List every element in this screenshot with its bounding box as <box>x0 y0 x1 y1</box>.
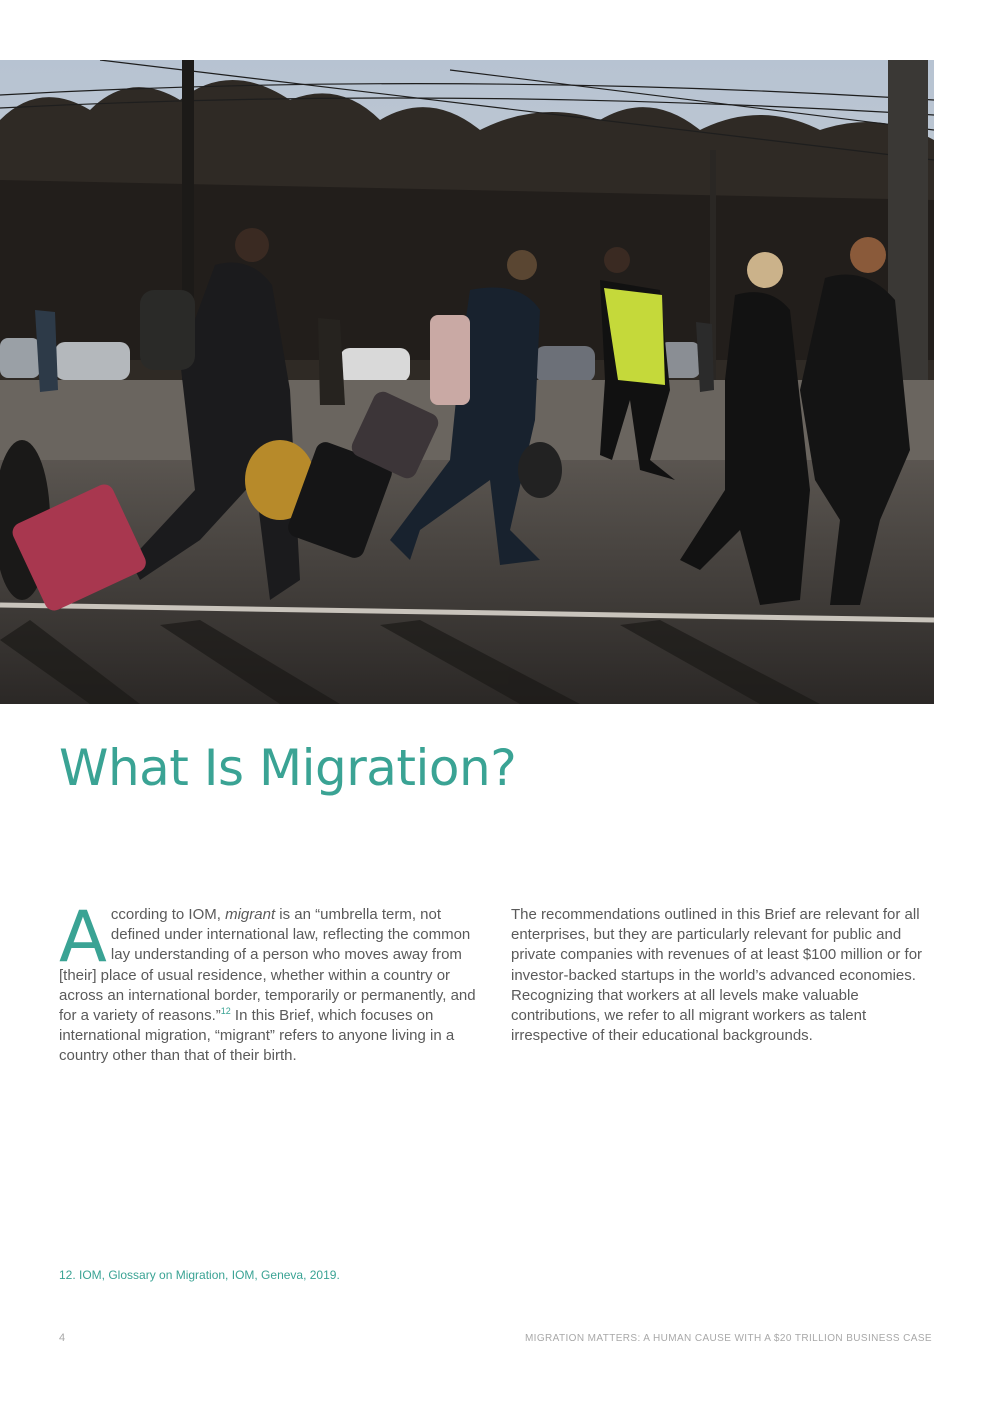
footnote: 12. IOM, Glossary on Migration, IOM, Geneva, 2019. <box>59 1268 340 1282</box>
intro-text: ccording to IOM, <box>110 906 226 923</box>
hero-photo <box>0 60 934 704</box>
right-column-text: The recommendations outlined in this Brief are relevant for all enterprises, but they are particularly relevant for public and private companies with revenues of at least $100 million or for investor-backed startups in the world’s advanced economies. Recognizing that workers at all levels make valuable contributions, we refer to all migrant workers as talent irrespective of their educational backgrounds. <box>511 906 923 1045</box>
definition-text: is an “umbrella term, not defined under international law, reflecting the common lay understanding of a person who moves away from [their] place of usual residence, whether within a country or across an international border, temporarily or permanently, and for a variety of reasons.” <box>59 906 476 1025</box>
scope-text: In this Brief, which focuses on international migration, “migrant” refers to anyone living in a country other than that of their birth. <box>59 1007 455 1065</box>
page-number: 4 <box>59 1332 66 1344</box>
running-footer: MIGRATION MATTERS: A HUMAN CAUSE WITH A $20 TRILLION BUSINESS CASE <box>524 1333 932 1344</box>
term-migrant: migrant <box>225 906 276 923</box>
drop-cap: A <box>59 896 107 978</box>
left-column-text <box>59 896 481 1067</box>
page-title: What Is Migration? <box>59 739 517 797</box>
footnote-ref-link[interactable]: 12 <box>220 1006 231 1017</box>
